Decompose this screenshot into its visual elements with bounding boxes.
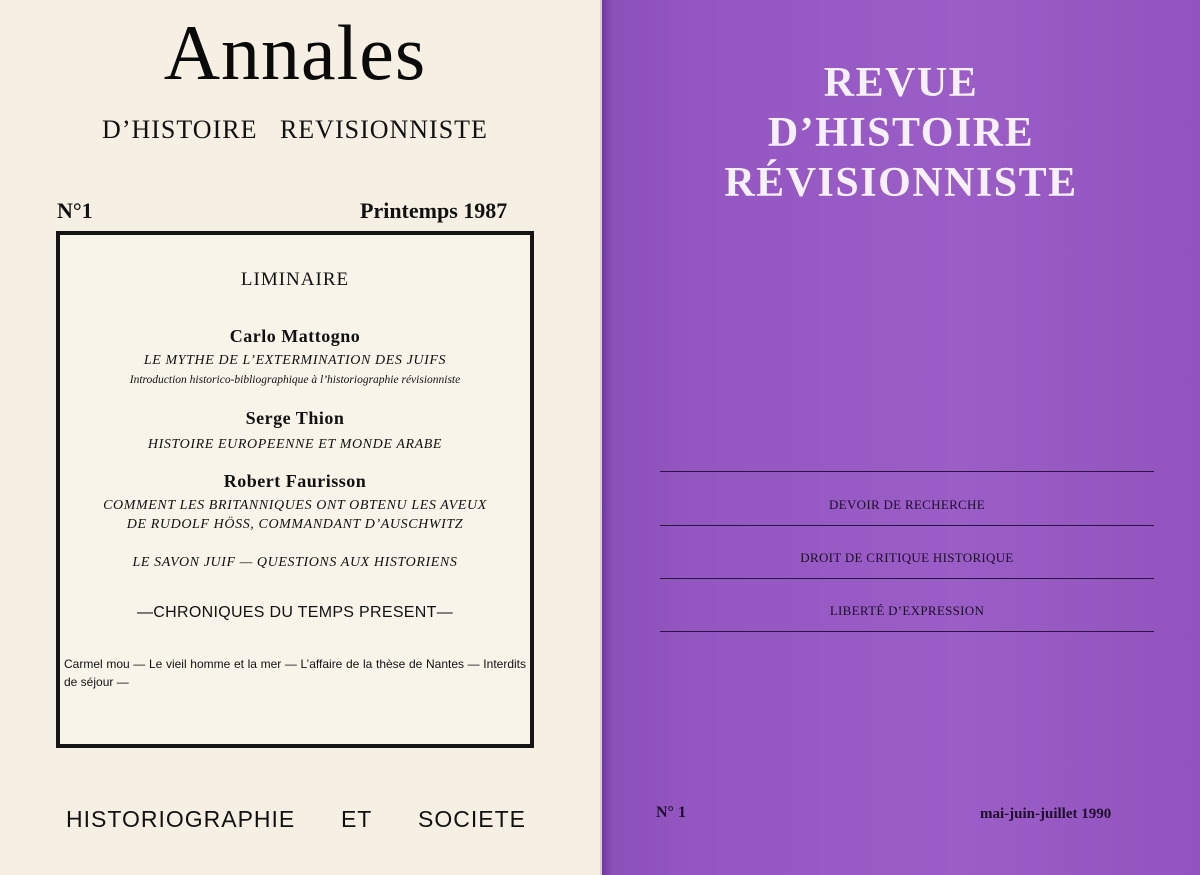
chronicles-list: Carmel mou — Le vieil homme et la mer — L’affaire de la thèse de Nantes — Interdits de séjour — (64, 657, 526, 689)
issue-date: mai-juin-juillet 1990 (980, 806, 1112, 822)
cover-title: Annales (163, 9, 427, 96)
toc-author: Robert Faurisson (223, 471, 367, 491)
table-of-contents-box (56, 231, 534, 748)
toc-article-title: LE MYTHE DE L’EXTERMINATION DES JUIFS (143, 353, 447, 368)
divider-rule (660, 578, 1154, 579)
cover-footer (66, 806, 526, 833)
issue-number: N°1 (57, 198, 93, 223)
chronicles-heading: —CHRONIQUES DU TEMPS PRESENT— (137, 604, 453, 621)
toc-article-title: COMMENT LES BRITANNIQUES ONT OBTENU LES AVEUX (103, 498, 487, 513)
toc-heading: LIMINAIRE (240, 269, 350, 290)
issue-number: N° 1 (656, 804, 686, 821)
toc-article-title: LE SAVON JUIF — QUESTIONS AUX HISTORIENS (132, 555, 458, 570)
footer-word: ET (340, 806, 373, 832)
divider-rule (660, 631, 1154, 632)
revue-cover (602, 0, 1200, 875)
cover-title (602, 58, 1200, 208)
divider-rule (660, 471, 1154, 472)
toc-author: Carlo Mattogno (229, 326, 361, 346)
motto-line: LIBERTÉ D’EXPRESSION (829, 603, 985, 618)
cover-subtitle: D’HISTOIRE REVISIONNISTE (102, 115, 488, 144)
toc-author: Serge Thion (245, 408, 345, 428)
footer-word: SOCIETE (418, 806, 526, 832)
toc-article-title-cont: DE RUDOLF HÖSS, COMMANDANT D’AUSCHWITZ (126, 517, 464, 532)
title-line: D’HISTOIRE (767, 110, 1035, 156)
divider-rule (660, 525, 1154, 526)
motto-line: DEVOIR DE RECHERCHE (829, 497, 985, 512)
motto-line: DROIT DE CRITIQUE HISTORIQUE (800, 550, 1014, 565)
footer-word: HISTORIOGRAPHIE (66, 806, 296, 832)
issue-season: Printemps 1987 (360, 198, 508, 223)
toc-article-subtitle: Introduction historico-bibliographique à l’historiographie révisionniste (129, 374, 461, 386)
toc-article-title: HISTOIRE EUROPEENNE ET MONDE ARABE (147, 437, 443, 452)
title-line: REVUE (823, 60, 979, 106)
title-line: RÉVISIONNISTE (724, 160, 1078, 206)
